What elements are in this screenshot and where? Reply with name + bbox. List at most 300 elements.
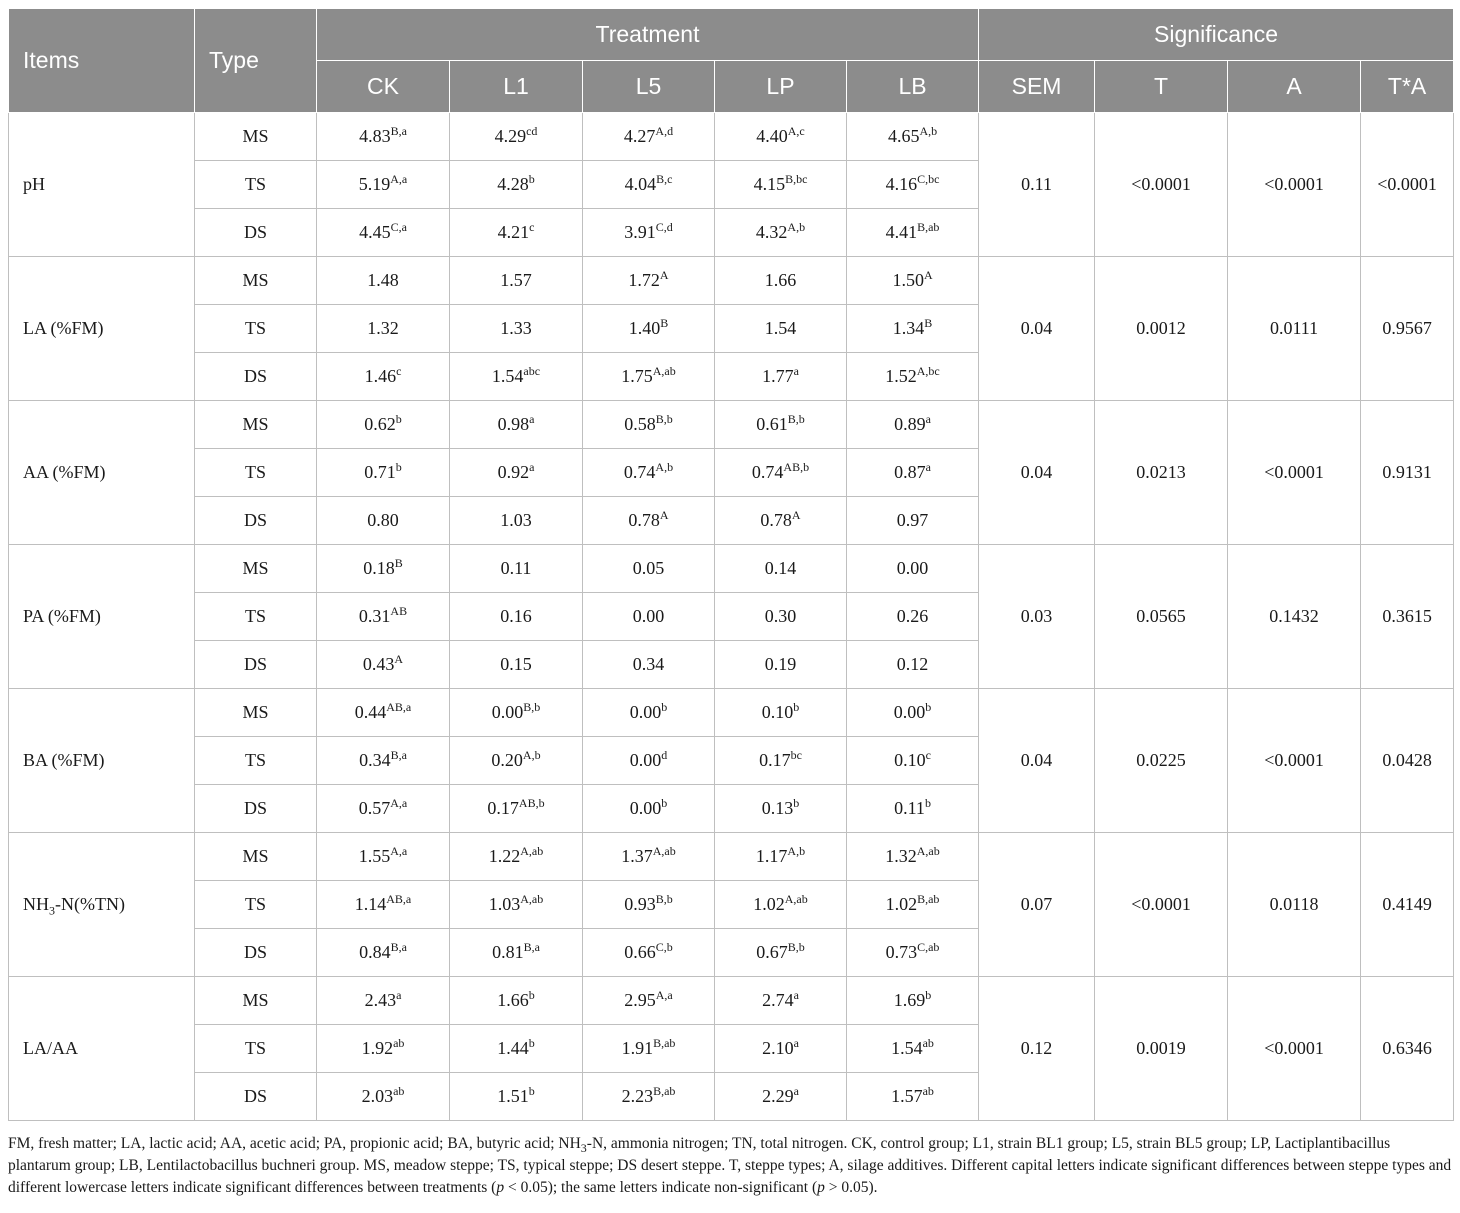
cell-superscript: A,bc (916, 363, 940, 378)
value-cell-l1 (450, 641, 583, 689)
cell-value: 1.54 (891, 1038, 923, 1058)
cell-value: 0.18 (363, 558, 395, 578)
value-cell-lb (847, 161, 979, 209)
value-cell-ck (317, 401, 450, 449)
cell-superscript: a (925, 459, 931, 474)
type-cell: TS (195, 593, 317, 641)
cell-value: 0.11 (500, 558, 532, 578)
value-cell-ck (317, 257, 450, 305)
cell-superscript: C,a (390, 219, 407, 234)
sig-cell-t: 0.0012 (1095, 257, 1228, 401)
value-cell-lb (847, 881, 979, 929)
cell-value: 0.66 (624, 942, 656, 962)
cell-value: 0.57 (358, 798, 391, 818)
cell-superscript: A,ab (520, 891, 544, 906)
table-footnote (8, 1133, 1453, 1199)
value-cell-lp (715, 881, 847, 929)
type-cell: MS (195, 833, 317, 881)
sig-cell-txa: 0.9131 (1361, 401, 1454, 545)
cell-value: 1.33 (500, 318, 532, 338)
cell-value: 0.31 (358, 606, 391, 626)
value-cell-l1 (450, 401, 583, 449)
cell-superscript: A,b (655, 459, 674, 474)
item-label-subscript: 3 (49, 903, 55, 918)
value-cell-lp (715, 689, 847, 737)
sig-cell-t: <0.0001 (1095, 833, 1228, 977)
value-cell-lp (715, 305, 847, 353)
value-cell-lp (715, 977, 847, 1025)
cell-value: 4.28 (497, 174, 529, 194)
cell-superscript: ab (922, 1083, 934, 1098)
value-cell-lb (847, 1025, 979, 1073)
cell-superscript: A,b (787, 843, 806, 858)
cell-superscript: AB,a (386, 891, 412, 906)
cell-value: 1.32 (885, 846, 917, 866)
cell-value: 1.51 (497, 1086, 529, 1106)
cell-superscript: B (394, 555, 403, 570)
cell-value: 0.00 (896, 558, 929, 578)
cell-superscript: B,c (656, 171, 673, 186)
cell-superscript: B (924, 315, 933, 330)
cell-superscript: b (528, 987, 535, 1002)
cell-superscript: d (661, 747, 668, 762)
value-cell-l1 (450, 257, 583, 305)
header-col-ck: CK (317, 61, 450, 113)
cell-superscript: C,b (655, 939, 673, 954)
cell-value: 4.04 (624, 174, 657, 194)
header-col-a: A (1228, 61, 1361, 113)
cell-value: 0.16 (500, 606, 532, 626)
item-label (9, 113, 195, 257)
cell-superscript: a (793, 363, 799, 378)
value-cell-lb (847, 353, 979, 401)
cell-value: 1.14 (354, 894, 387, 914)
cell-superscript: c (925, 747, 931, 762)
value-cell-ck (317, 161, 450, 209)
cell-value: 0.00 (629, 750, 662, 770)
type-cell: DS (195, 641, 317, 689)
sig-cell-sem: 0.07 (979, 833, 1095, 977)
value-cell-l1 (450, 593, 583, 641)
sig-cell-t: 0.0565 (1095, 545, 1228, 689)
value-cell-lb (847, 593, 979, 641)
cell-superscript: A,ab (520, 843, 544, 858)
cell-value: 1.37 (621, 846, 653, 866)
cell-value: 1.34 (892, 318, 925, 338)
sig-cell-txa: 0.4149 (1361, 833, 1454, 977)
cell-value: 2.23 (621, 1086, 654, 1106)
cell-superscript: b (925, 699, 932, 714)
cell-value: 1.75 (621, 366, 653, 386)
cell-value: 0.87 (894, 462, 926, 482)
type-cell: MS (195, 401, 317, 449)
cell-value: 0.00 (629, 798, 662, 818)
cell-value: 0.34 (359, 750, 391, 770)
value-cell-lp (715, 497, 847, 545)
value-cell-ck (317, 881, 450, 929)
value-cell-l1 (450, 113, 583, 161)
cell-superscript: b (528, 1035, 535, 1050)
cell-value: 4.15 (753, 174, 786, 194)
value-cell-lb (847, 305, 979, 353)
cell-superscript: bc (790, 747, 802, 762)
type-cell: TS (195, 1025, 317, 1073)
type-cell: DS (195, 209, 317, 257)
sig-cell-sem: 0.03 (979, 545, 1095, 689)
value-cell-lb (847, 401, 979, 449)
cell-superscript: A (394, 651, 404, 666)
cell-value: 1.57 (891, 1086, 923, 1106)
cell-superscript: b (395, 411, 402, 426)
value-cell-l1 (450, 929, 583, 977)
cell-value: 1.91 (621, 1038, 654, 1058)
value-cell-l5 (583, 497, 715, 545)
cell-value: 0.93 (624, 894, 656, 914)
table-row (9, 689, 1454, 737)
cell-superscript: A,a (390, 843, 408, 858)
value-cell-ck (317, 641, 450, 689)
value-cell-l1 (450, 1025, 583, 1073)
item-label-text: NH (23, 894, 49, 914)
cell-value: 0.78 (760, 510, 792, 530)
header-col-lb: LB (847, 61, 979, 113)
table-header (9, 9, 1454, 113)
cell-superscript: B,a (390, 939, 407, 954)
value-cell-ck (317, 737, 450, 785)
header-col-l5: L5 (583, 61, 715, 113)
cell-value: 0.17 (759, 750, 791, 770)
header-significance: Significance (979, 9, 1454, 61)
type-cell: MS (195, 257, 317, 305)
cell-superscript: b (661, 795, 668, 810)
cell-superscript: AB (390, 603, 408, 618)
value-cell-l1 (450, 689, 583, 737)
header-type: Type (195, 9, 317, 113)
cell-value: 1.02 (753, 894, 785, 914)
sig-cell-a: <0.0001 (1228, 113, 1361, 257)
cell-superscript: a (529, 411, 535, 426)
cell-value: 1.72 (628, 270, 660, 290)
item-label-text: PA (%FM) (23, 606, 101, 626)
table-row (9, 257, 1454, 305)
value-cell-l1 (450, 161, 583, 209)
cell-superscript: b (528, 171, 535, 186)
value-cell-ck (317, 497, 450, 545)
value-cell-lb (847, 737, 979, 785)
value-cell-lp (715, 161, 847, 209)
value-cell-l5 (583, 545, 715, 593)
cell-value: 5.19 (358, 174, 391, 194)
cell-superscript: c (396, 363, 402, 378)
value-cell-lb (847, 689, 979, 737)
value-cell-lp (715, 257, 847, 305)
value-cell-ck (317, 113, 450, 161)
value-cell-l5 (583, 353, 715, 401)
cell-value: 4.21 (497, 222, 530, 242)
cell-superscript: c (529, 219, 535, 234)
table-body (9, 113, 1454, 1121)
cell-value: 2.03 (361, 1086, 394, 1106)
cell-value: 0.58 (624, 414, 656, 434)
value-cell-l5 (583, 737, 715, 785)
cell-superscript: a (793, 1035, 799, 1050)
value-cell-l1 (450, 305, 583, 353)
value-cell-l1 (450, 737, 583, 785)
header-col-lp: LP (715, 61, 847, 113)
cell-superscript: AB,b (518, 795, 545, 810)
table-row (9, 833, 1454, 881)
value-cell-lb (847, 449, 979, 497)
footnote-text-3: < 0.05); the same letters indicate non-significant ( (504, 1179, 818, 1196)
footnote-p-symbol-1: p (496, 1179, 505, 1196)
header-items: Items (9, 9, 195, 113)
value-cell-lp (715, 113, 847, 161)
value-cell-l1 (450, 833, 583, 881)
cell-value: 0.97 (896, 510, 929, 530)
cell-value: 3.91 (624, 222, 656, 242)
item-label (9, 833, 195, 977)
cell-superscript: A,b (919, 123, 938, 138)
value-cell-lp (715, 209, 847, 257)
type-cell: MS (195, 113, 317, 161)
type-cell: DS (195, 785, 317, 833)
sig-cell-a: <0.0001 (1228, 689, 1361, 833)
cell-superscript: B,ab (917, 891, 940, 906)
cell-superscript: ab (393, 1035, 405, 1050)
type-cell: DS (195, 929, 317, 977)
cell-superscript: B,a (390, 747, 407, 762)
cell-superscript: B,b (655, 411, 673, 426)
value-cell-l1 (450, 545, 583, 593)
type-cell: DS (195, 353, 317, 401)
footnote-text-1: FM, fresh matter; LA, lactic acid; AA, acetic acid; PA, propionic acid; BA, butyric acid; NH (8, 1135, 581, 1152)
cell-superscript: cd (526, 123, 538, 138)
cell-value: 0.00 (491, 702, 524, 722)
cell-value: 2.74 (762, 990, 794, 1010)
cell-value: 1.54 (764, 318, 797, 338)
cell-superscript: B,a (390, 123, 407, 138)
cell-value: 0.34 (632, 654, 665, 674)
cell-value: 1.66 (764, 270, 797, 290)
cell-superscript: B,ab (917, 219, 940, 234)
cell-superscript: B,a (523, 939, 540, 954)
value-cell-l5 (583, 641, 715, 689)
cell-superscript: AB,a (386, 699, 412, 714)
value-cell-l1 (450, 497, 583, 545)
cell-value: 1.32 (367, 318, 399, 338)
header-col-sem: SEM (979, 61, 1095, 113)
cell-value: 1.46 (364, 366, 397, 386)
cell-value: 4.83 (359, 126, 391, 146)
cell-superscript: b (528, 1083, 535, 1098)
item-label-text: pH (23, 174, 45, 194)
cell-value: 0.67 (756, 942, 788, 962)
cell-value: 0.43 (362, 654, 395, 674)
cell-value: 0.20 (491, 750, 523, 770)
cell-value: 1.54 (491, 366, 524, 386)
cell-value: 1.48 (367, 270, 399, 290)
value-cell-lp (715, 737, 847, 785)
cell-value: 2.95 (624, 990, 656, 1010)
value-cell-l5 (583, 689, 715, 737)
value-cell-ck (317, 785, 450, 833)
cell-superscript: A,b (522, 747, 541, 762)
cell-value: 0.10 (761, 702, 794, 722)
value-cell-lb (847, 113, 979, 161)
cell-superscript: b (925, 987, 932, 1002)
cell-value: 1.66 (497, 990, 529, 1010)
value-cell-l1 (450, 881, 583, 929)
sig-cell-txa: 0.0428 (1361, 689, 1454, 833)
value-cell-l1 (450, 1073, 583, 1121)
item-label-text: LA/AA (23, 1038, 78, 1058)
value-cell-ck (317, 305, 450, 353)
cell-superscript: A (791, 507, 801, 522)
results-table (8, 8, 1454, 1121)
value-cell-l5 (583, 929, 715, 977)
cell-superscript: a (396, 987, 402, 1002)
value-cell-lp (715, 1073, 847, 1121)
value-cell-lb (847, 929, 979, 977)
type-cell: MS (195, 977, 317, 1025)
value-cell-ck (317, 1025, 450, 1073)
table-row (9, 113, 1454, 161)
cell-value: 0.89 (894, 414, 926, 434)
value-cell-l5 (583, 881, 715, 929)
cell-superscript: A,a (655, 987, 673, 1002)
cell-value: 4.32 (755, 222, 788, 242)
value-cell-l5 (583, 113, 715, 161)
cell-superscript: a (793, 1083, 799, 1098)
cell-value: 2.10 (762, 1038, 794, 1058)
value-cell-l1 (450, 209, 583, 257)
cell-value: 0.92 (497, 462, 530, 482)
cell-value: 0.80 (367, 510, 399, 530)
cell-value: 1.17 (755, 846, 788, 866)
cell-value: 0.05 (632, 558, 665, 578)
cell-superscript: b (793, 795, 800, 810)
cell-value: 2.29 (762, 1086, 794, 1106)
cell-superscript: b (793, 699, 800, 714)
cell-superscript: AB,b (783, 459, 810, 474)
type-cell: TS (195, 449, 317, 497)
cell-value: 0.98 (497, 414, 530, 434)
cell-value: 1.69 (893, 990, 926, 1010)
cell-superscript: B (660, 315, 669, 330)
value-cell-l5 (583, 161, 715, 209)
value-cell-lb (847, 545, 979, 593)
cell-superscript: A (659, 267, 669, 282)
value-cell-ck (317, 929, 450, 977)
cell-value: 4.16 (885, 174, 918, 194)
value-cell-lb (847, 1073, 979, 1121)
cell-value: 1.57 (500, 270, 532, 290)
cell-value: 1.44 (497, 1038, 529, 1058)
value-cell-l5 (583, 1073, 715, 1121)
cell-superscript: C,ab (917, 939, 940, 954)
cell-value: 0.17 (487, 798, 519, 818)
cell-superscript: A,ab (652, 843, 676, 858)
cell-value: 0.62 (364, 414, 396, 434)
value-cell-l5 (583, 305, 715, 353)
item-label (9, 545, 195, 689)
type-cell: TS (195, 305, 317, 353)
cell-value: 1.55 (358, 846, 391, 866)
sig-cell-a: 0.1432 (1228, 545, 1361, 689)
cell-value: 2.43 (364, 990, 397, 1010)
value-cell-ck (317, 833, 450, 881)
cell-value: 1.03 (500, 510, 532, 530)
footnote-p-symbol-2: p (817, 1179, 825, 1196)
cell-value: 0.81 (492, 942, 524, 962)
sig-cell-a: 0.0111 (1228, 257, 1361, 401)
cell-superscript: ab (393, 1083, 405, 1098)
value-cell-lb (847, 641, 979, 689)
value-cell-lp (715, 929, 847, 977)
value-cell-l5 (583, 977, 715, 1025)
sig-cell-t: <0.0001 (1095, 113, 1228, 257)
value-cell-lb (847, 497, 979, 545)
cell-value: 0.74 (751, 462, 784, 482)
cell-value: 1.52 (885, 366, 917, 386)
value-cell-l5 (583, 1025, 715, 1073)
cell-superscript: B,b (787, 411, 805, 426)
value-cell-lp (715, 449, 847, 497)
sig-cell-t: 0.0019 (1095, 977, 1228, 1121)
value-cell-l5 (583, 833, 715, 881)
value-cell-l5 (583, 401, 715, 449)
cell-value: 1.50 (892, 270, 924, 290)
value-cell-lp (715, 593, 847, 641)
footnote-subscript: 3 (580, 1141, 587, 1156)
item-label-text: LA (%FM) (23, 318, 104, 338)
cell-superscript: B,b (655, 891, 673, 906)
type-cell: MS (195, 689, 317, 737)
value-cell-lp (715, 833, 847, 881)
sig-cell-sem: 0.04 (979, 257, 1095, 401)
sig-cell-t: 0.0225 (1095, 689, 1228, 833)
header-col-t: T (1095, 61, 1228, 113)
sig-cell-sem: 0.04 (979, 689, 1095, 833)
sig-cell-txa: 0.6346 (1361, 977, 1454, 1121)
sig-cell-sem: 0.11 (979, 113, 1095, 257)
cell-value: 1.77 (762, 366, 794, 386)
cell-value: 0.11 (894, 798, 925, 818)
cell-value: 0.00 (632, 606, 665, 626)
type-cell: TS (195, 881, 317, 929)
type-cell: MS (195, 545, 317, 593)
cell-value: 0.15 (500, 654, 532, 674)
value-cell-l5 (583, 257, 715, 305)
sig-cell-sem: 0.04 (979, 401, 1095, 545)
cell-superscript: B,ab (653, 1083, 676, 1098)
table-row (9, 977, 1454, 1025)
cell-superscript: A (923, 267, 933, 282)
cell-value: 0.12 (896, 654, 929, 674)
item-label (9, 401, 195, 545)
type-cell: DS (195, 497, 317, 545)
header-treatment: Treatment (317, 9, 979, 61)
cell-value: 0.44 (354, 702, 387, 722)
cell-value: 1.02 (885, 894, 918, 914)
value-cell-l1 (450, 353, 583, 401)
cell-superscript: a (529, 459, 535, 474)
cell-value: 0.71 (364, 462, 396, 482)
value-cell-l5 (583, 785, 715, 833)
value-cell-l1 (450, 449, 583, 497)
cell-superscript: A,ab (916, 843, 940, 858)
cell-superscript: B,ab (653, 1035, 676, 1050)
